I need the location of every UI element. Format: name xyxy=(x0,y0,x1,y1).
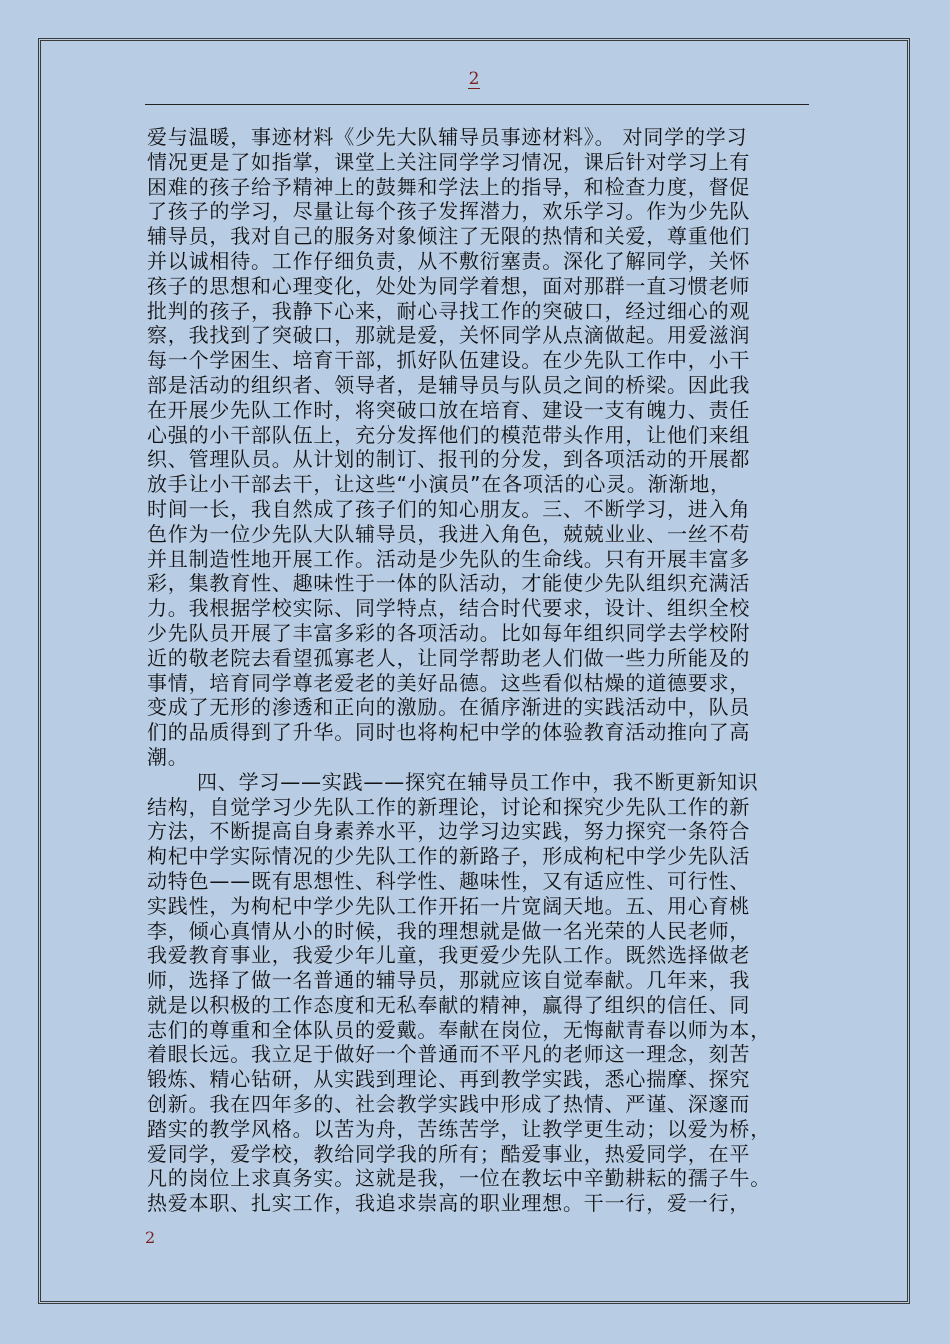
text-line: 踏实的教学风格。以苦为舟，苦练苦学，让教学更生动；以爱为桥， xyxy=(147,1116,771,1141)
text-line: 凡的岗位上求真务实。这就是我，一位在教坛中辛勤耕耘的孺子牛。 xyxy=(147,1166,771,1191)
text-line: 情况更是了如指掌，课堂上关注同学学习情况，课后针对学习上有 xyxy=(147,149,751,174)
text-line: 锻炼、精心钻研，从实践到理论、再到教学实践，悉心揣摩、探究 xyxy=(147,1067,751,1092)
text-line: 动特色——既有思想性、科学性、趣味性，又有适应性、可行性、 xyxy=(147,868,751,893)
text-line: 孩子的思想和心理变化，处处为同学着想，面对那群一直习惯老师 xyxy=(147,273,751,298)
text-line: 放手让小干部去干，让这些“小演员”在各项活的心灵。渐渐地， xyxy=(147,472,731,497)
text-line: 志们的尊重和全体队员的爱戴。奉献在岗位，无悔献青春以师为本， xyxy=(147,1017,771,1042)
page-frame xyxy=(38,38,910,1304)
text-line: 时间一长，我自然成了孩子们的知心朋友。三、不断学习，进入角 xyxy=(147,496,751,521)
text-line: 察，我找到了突破口，那就是爱，关怀同学从点滴做起。用爱滋润 xyxy=(147,323,751,348)
footer-page-number: 2 xyxy=(145,1228,156,1247)
text-line: 了孩子的学习，尽量让每个孩子发挥潜力，欢乐学习。作为少先队 xyxy=(147,199,751,224)
text-line: 彩，集教育性、趣味性于一体的队活动，才能使少先队组织充满活 xyxy=(147,571,751,596)
text-line: 辅导员，我对自己的服务对象倾注了无限的热情和关爱，尊重他们 xyxy=(147,224,751,249)
text-line: 我爱教育事业，我爱少年儿童，我更爱少先队工作。既然选择做老 xyxy=(147,943,751,968)
text-line: 爱同学，爱学校，教给同学我的所有；酷爱事业，热爱同学，在平 xyxy=(147,1141,751,1166)
text-line: 少先队员开展了丰富多彩的各项活动。比如每年组织同学去学校附 xyxy=(147,620,751,645)
body-text xyxy=(147,125,811,1216)
text-line: 并以诚相待。工作仔细负责，从不敷衍塞责。深化了解同学，关怀 xyxy=(147,248,751,273)
text-line: 变成了无形的渗透和正向的激励。在循序渐进的实践活动中，队员 xyxy=(147,695,751,720)
text-line: 创新。我在四年多的、社会教学实践中形成了热情、严谨、深邃而 xyxy=(147,1092,751,1117)
text-line: 就是以积极的工作态度和无私奉献的精神，赢得了组织的信任、同 xyxy=(147,992,751,1017)
text-line: 并且制造性地开展工作。活动是少先队的生命线。只有开展丰富多 xyxy=(147,546,751,571)
text-line: 着眼长远。我立足于做好一个普通而不平凡的老师这一理念，刻苦 xyxy=(147,1042,751,1067)
text-line: 部是活动的组织者、领导者，是辅导员与队员之间的桥梁。因此我 xyxy=(147,372,751,397)
text-line: 困难的孩子给予精神上的鼓舞和学法上的指导，和检查力度，督促 xyxy=(147,174,751,199)
text-line: 四、学习——实践——探究在辅导员工作中，我不断更新知识 xyxy=(197,769,759,794)
text-line: 结构，自觉学习少先队工作的新理论，讨论和探究少先队工作的新 xyxy=(147,794,751,819)
text-line: 师，选择了做一名普通的辅导员，那就应该自觉奉献。几年来，我 xyxy=(147,968,751,993)
header-page-number-text: 2 xyxy=(468,69,480,89)
text-line: 们的品质得到了升华。同时也将枸杞中学的体验教育活动推向了高 xyxy=(147,720,751,745)
text-line: 每一个学困生、培育干部，抓好队伍建设。在少先队工作中，小干 xyxy=(147,348,751,373)
header-divider xyxy=(145,104,809,105)
text-line: 心强的小干部队伍上，充分发挥他们的模范带头作用，让他们来组 xyxy=(147,422,751,447)
text-line: 力。我根据学校实际、同学特点，结合时代要求，设计、组织全校 xyxy=(147,596,751,621)
text-line: 事情，培育同学尊老爱老的美好品德。这些看似枯燥的道德要求， xyxy=(147,670,751,695)
text-line: 批判的孩子，我静下心来，耐心寻找工作的突破口，经过细心的观 xyxy=(147,298,751,323)
text-line: 潮。 xyxy=(147,744,189,769)
text-line: 在开展少先队工作时，将突破口放在培育、建设一支有魄力、责任 xyxy=(147,397,751,422)
text-line: 实践性，为枸杞中学少先队工作开拓一片宽阔天地。五、用心育桃 xyxy=(147,893,751,918)
text-line: 织、管理队员。从计划的制订、报刊的分发，到各项活动的开展都 xyxy=(147,447,751,472)
text-line: 方法，不断提高自身素养水平，边学习边实践，努力探究一条符合 xyxy=(147,819,751,844)
text-line: 热爱本职、扎实工作，我追求崇高的职业理想。干一行，爱一行， xyxy=(147,1191,751,1216)
text-line: 爱与温暖，事迹材料《少先大队辅导员事迹材料》。 对同学的学习 xyxy=(147,125,748,149)
text-line: 李，倾心真情从小的时候，我的理想就是做一名光荣的人民老师， xyxy=(147,918,751,943)
text-line: 色作为一位少先队大队辅导员，我进入角色，兢兢业业、一丝不苟 xyxy=(147,521,751,546)
text-line: 近的敬老院去看望孤寡老人，让同学帮助老人们做一些力所能及的 xyxy=(147,645,751,670)
text-line: 枸杞中学实际情况的少先队工作的新路子，形成枸杞中学少先队活 xyxy=(147,844,751,869)
header-page-number xyxy=(41,69,907,89)
